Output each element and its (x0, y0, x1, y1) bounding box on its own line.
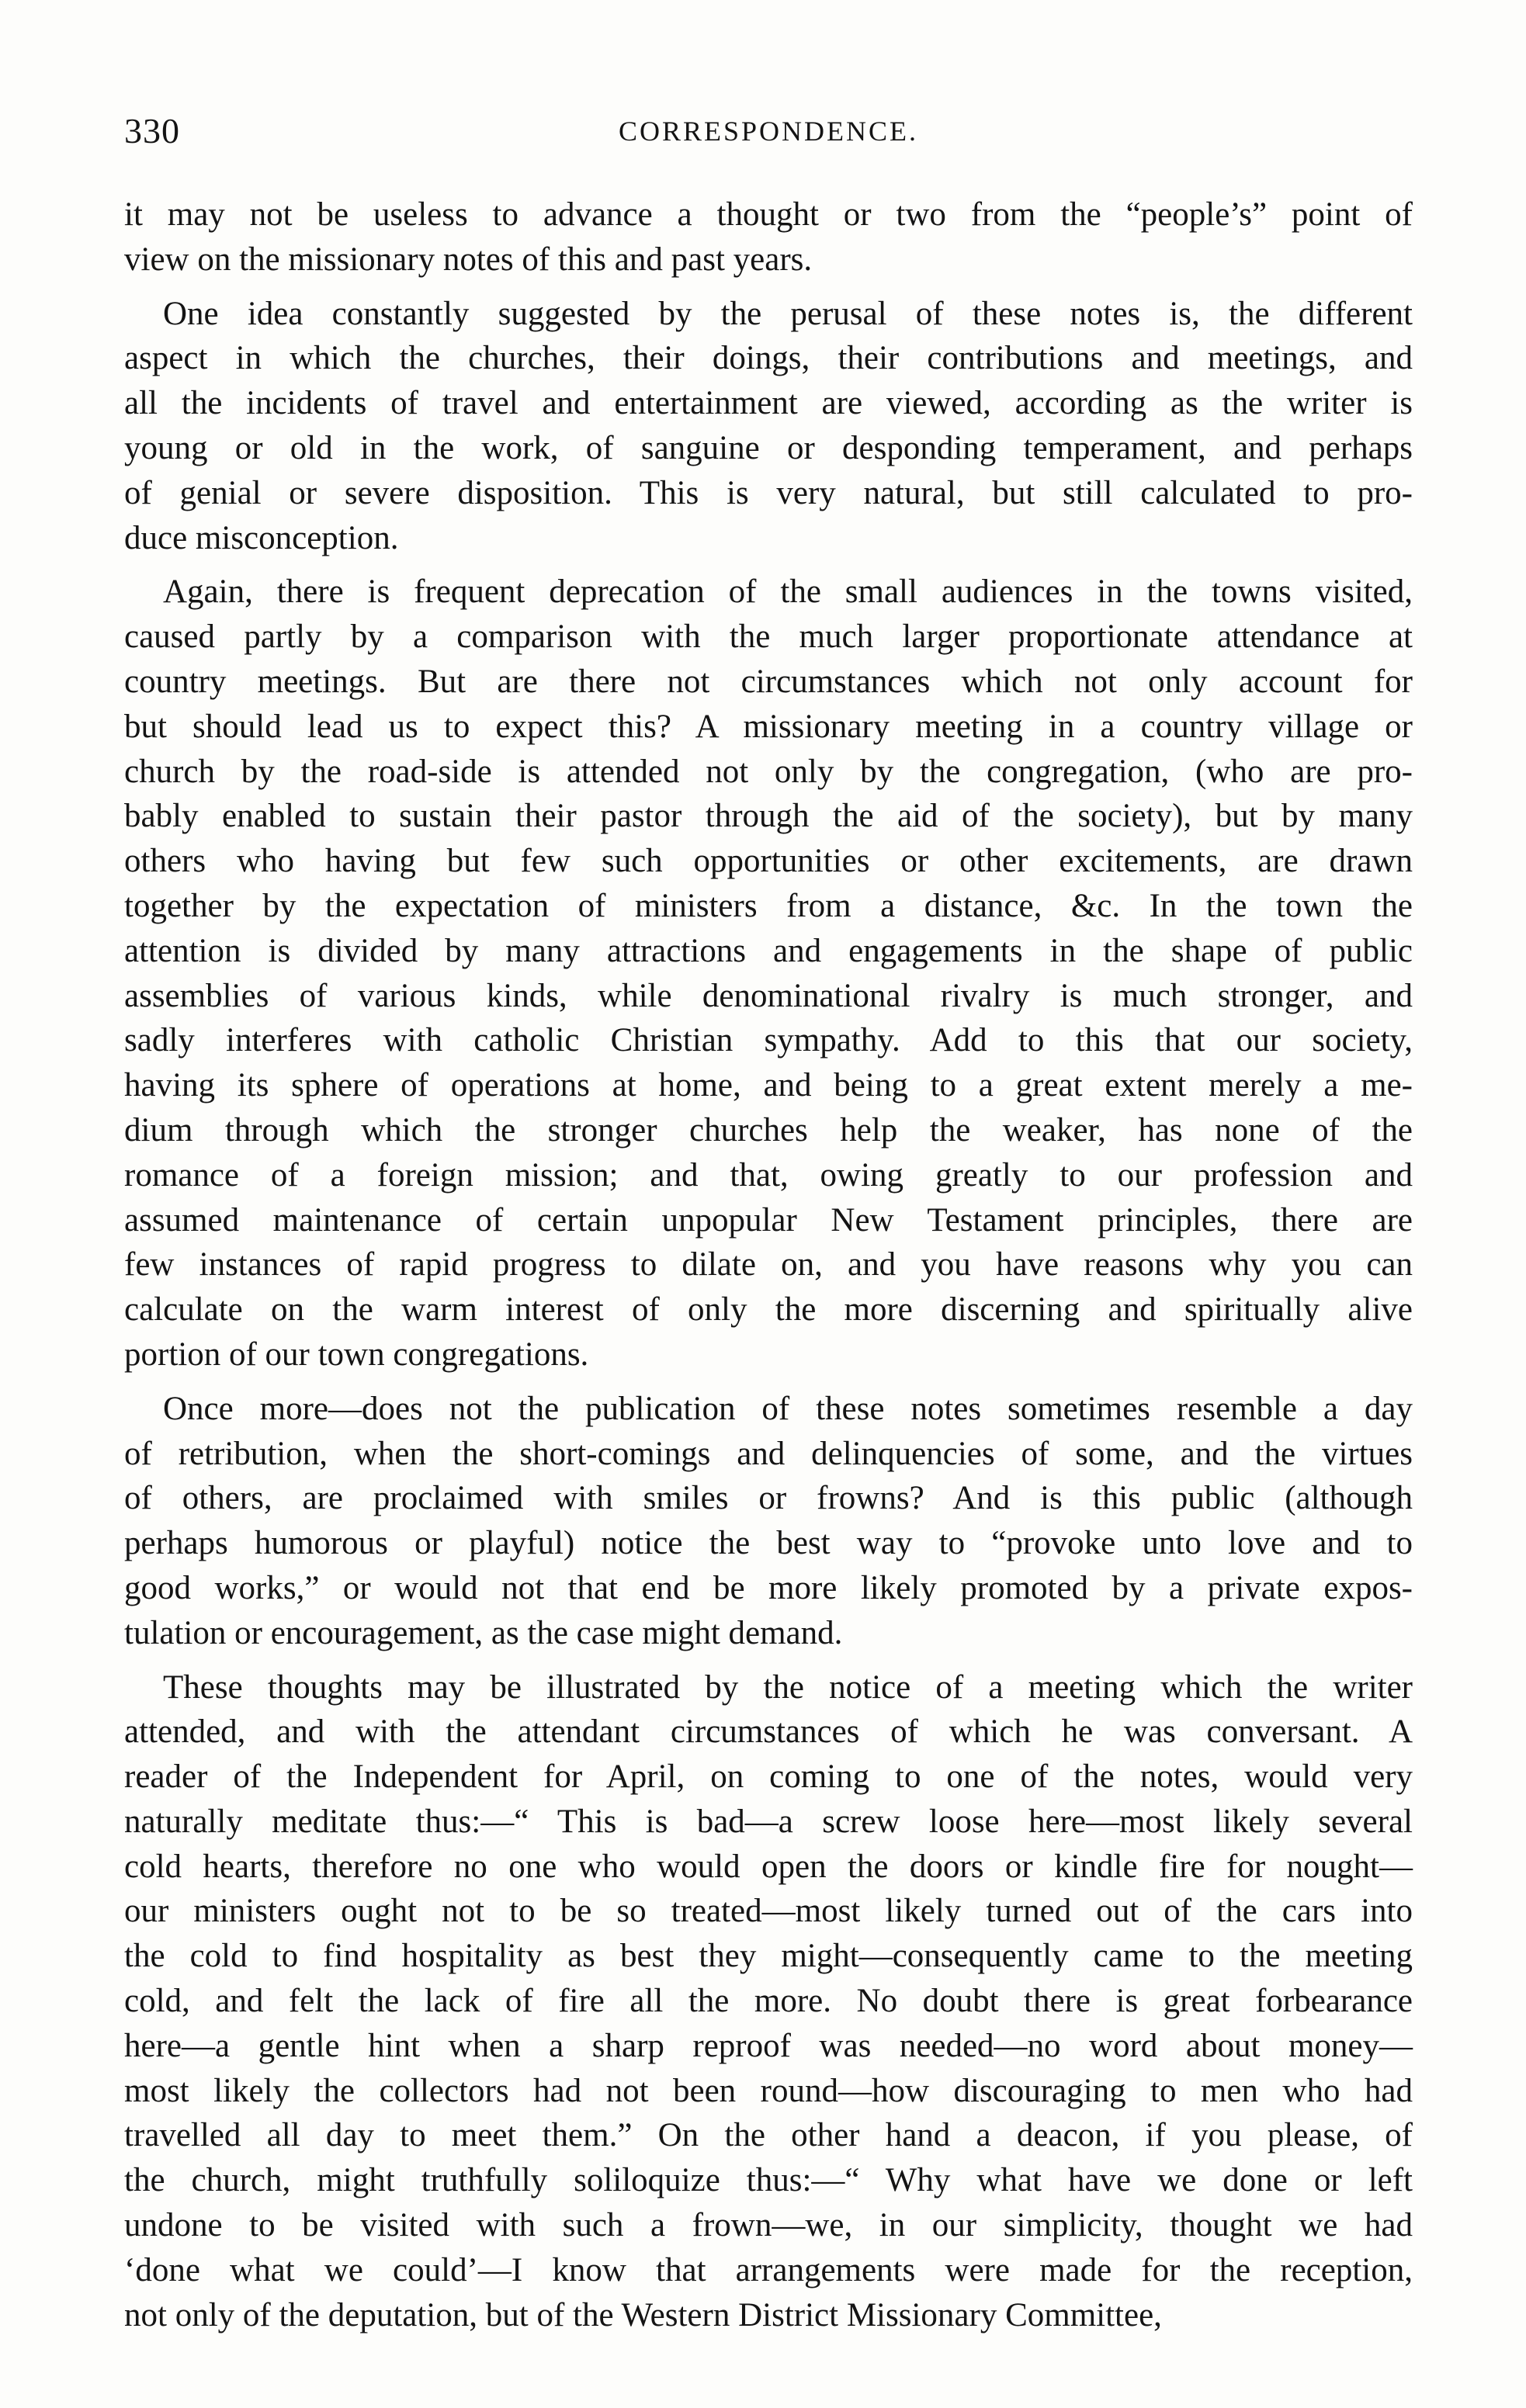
paragraph-gap (124, 282, 1413, 292)
paragraph (124, 292, 1413, 561)
text-line: all the incidents of travel and entertainment are viewed, according as the writer is (124, 385, 1413, 422)
text-line: of others, are proclaimed with smiles or frowns? And is this public (although (124, 1480, 1413, 1517)
text-line: of genial or severe disposition. This is very natural, but still calculated to pro- (124, 474, 1413, 511)
text-line: ‘done what we could’—I know that arrangements were made for the reception, (124, 2251, 1413, 2288)
paragraph-gap (124, 1377, 1413, 1387)
text-line: but should lead us to expect this? A missionary meeting in a country village or (124, 708, 1413, 745)
text-line: of retribution, when the short-comings and delinquencies of some, and the virtues (124, 1435, 1413, 1472)
text-line: portion of our town congregations. (124, 1336, 589, 1373)
text-line: assumed maintenance of certain unpopular New Testament principles, there are (124, 1201, 1413, 1239)
text-line: sadly interferes with catholic Christian sympathy. Add to this that our society, (124, 1022, 1413, 1059)
paragraph (124, 1665, 1413, 2338)
paragraph (124, 570, 1413, 1377)
text-line: attended, and with the attendant circumstances of which he was conversant. A (124, 1713, 1413, 1751)
section-title: CORRESPONDENCE. (618, 116, 919, 147)
text-line: travelled all day to meet them.” On the other hand a deacon, if you please, of (124, 2117, 1413, 2154)
text-line: the church, might truthfully soliloquize thus:—“ Why what have we done or left (124, 2162, 1413, 2199)
text-line: These thoughts may be illustrated by the notice of a meeting which the writer (163, 1668, 1413, 1706)
text-line: perhaps humorous or playful) notice the best way to “provoke unto love and to (124, 1525, 1413, 1562)
text-line: reader of the Independent for April, on coming to one of the notes, would very (124, 1758, 1413, 1796)
text-line: assemblies of various kinds, while denominational rivalry is much stronger, and (124, 977, 1413, 1014)
text-line: naturally meditate thus:—“ This is bad—a screw loose here—most likely several (124, 1803, 1413, 1840)
text-line: undone to be visited with such a frown—we, in our simplicity, thought we had (124, 2207, 1413, 2244)
text-line: young or old in the work, of sanguine or desponding temperament, and perhaps (124, 429, 1413, 466)
text-line: others who having but few such opportunities or other excitements, are drawn (124, 843, 1413, 880)
text-line: the cold to find hospitality as best they might—consequently came to the meeting (124, 1938, 1413, 1975)
text-line: dium through which the stronger churches help the weaker, has none of the (124, 1111, 1413, 1149)
paragraph (124, 1387, 1413, 1656)
paragraph-gap (124, 560, 1413, 570)
text-line: most likely the collectors had not been round—how discouraging to men who had (124, 2072, 1413, 2109)
text-line: duce misconception. (124, 519, 399, 556)
text-line: caused partly by a comparison with the much larger proportionate attendance at (124, 618, 1413, 656)
text-line: view on the missionary notes of this and past years. (124, 241, 813, 278)
text-line: romance of a foreign mission; and that, owing greatly to our profession and (124, 1156, 1413, 1194)
text-line: tulation or encouragement, as the case might demand. (124, 1614, 843, 1651)
text-line: country meetings. But are there not circumstances which not only account for (124, 663, 1413, 700)
text-line: attention is divided by many attractions and engagements in the shape of public (124, 932, 1413, 969)
running-head (124, 110, 1413, 157)
paragraph (124, 192, 1413, 282)
text-line: church by the road-side is attended not only by the congregation, (who are pro- (124, 753, 1413, 790)
text-line: One idea constantly suggested by the perusal of these notes is, the different (163, 295, 1413, 332)
paragraph-gap (124, 1656, 1413, 1665)
text-line: good works,” or would not that end be more likely promoted by a private expos- (124, 1569, 1413, 1606)
text-line: our ministers ought not to be so treated—most likely turned out of the cars into (124, 1893, 1413, 1930)
text-line: cold, and felt the lack of fire all the more. No doubt there is great forbearance (124, 1983, 1413, 2020)
text-line: bably enabled to sustain their pastor through the aid of the society), but by many (124, 798, 1413, 835)
text-line: Once more—does not the publication of these notes sometimes resemble a day (163, 1390, 1413, 1427)
text-line: cold hearts, therefore no one who would open the doors or kindle fire for nought— (124, 1848, 1413, 1885)
text-line: here—a gentle hint when a sharp reproof was needed—no word about money— (124, 2027, 1413, 2064)
text-line: not only of the deputation, but of the Western District Missionary Committee, (124, 2296, 1162, 2334)
text-line: few instances of rapid progress to dilate on, and you have reasons why you can (124, 1246, 1413, 1284)
text-line: it may not be useless to advance a thought or two from the “people’s” point of (124, 196, 1413, 233)
text-line: calculate on the warm interest of only the more discerning and spiritually alive (124, 1291, 1413, 1329)
page-number: 330 (124, 111, 180, 151)
body-text (124, 192, 1413, 2337)
text-line: having its sphere of operations at home, and being to a great extent merely a me- (124, 1067, 1413, 1104)
text-line: aspect in which the churches, their doings, their contributions and meetings, and (124, 340, 1413, 377)
text-line: Again, there is frequent deprecation of the small audiences in the towns visited, (163, 573, 1413, 611)
text-line: together by the expectation of ministers from a distance, &c. In the town the (124, 887, 1413, 924)
